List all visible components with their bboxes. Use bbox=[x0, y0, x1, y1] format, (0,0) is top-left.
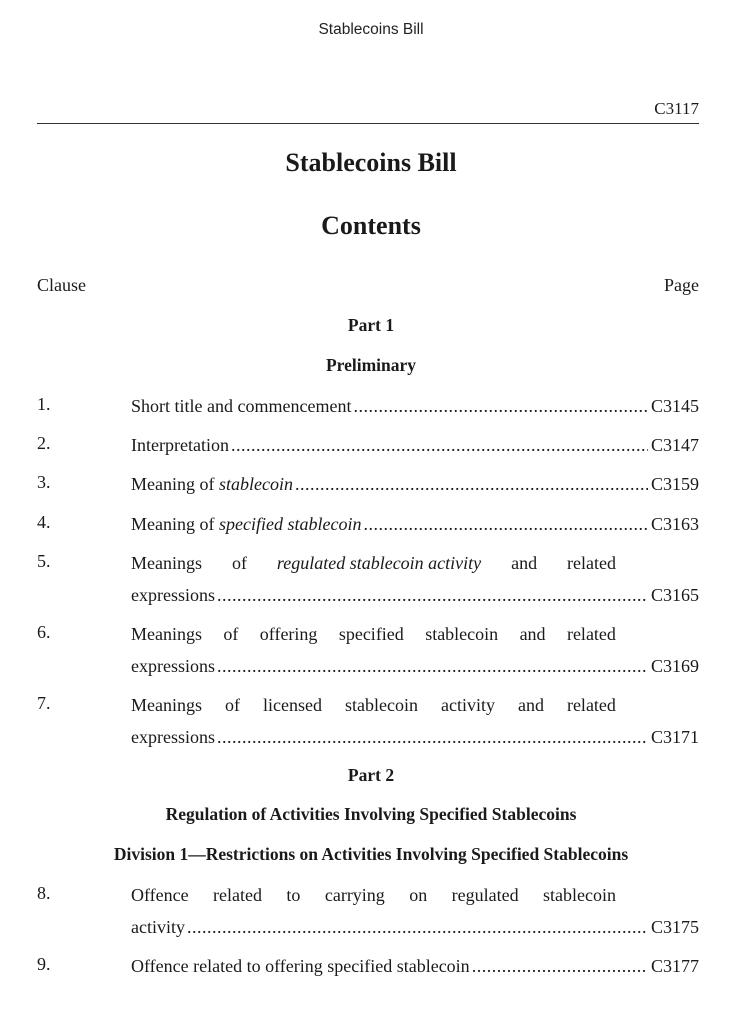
entry-title: Meanings of offering specified stablecoin and related bbox=[131, 624, 616, 644]
dot-leader bbox=[293, 472, 648, 496]
toc-entry[interactable] bbox=[131, 472, 699, 504]
entry-title: Meaning of specified stablecoin bbox=[131, 514, 362, 534]
entry-title: Offence related to offering specified stablecoin bbox=[131, 956, 470, 976]
clause-number: 4. bbox=[37, 512, 51, 532]
entry-page: C3177 bbox=[650, 956, 699, 976]
entry-page: C3165 bbox=[650, 585, 699, 605]
entry-title-continued: activity bbox=[131, 917, 185, 937]
entry-page: C3163 bbox=[650, 514, 699, 534]
page-column-heading: Page bbox=[664, 275, 699, 295]
clause-column-heading: Clause bbox=[37, 275, 86, 295]
dot-leader bbox=[215, 583, 648, 607]
dot-leader bbox=[351, 394, 648, 418]
clause-number: 7. bbox=[37, 693, 51, 713]
clause-number: 1. bbox=[37, 394, 51, 414]
clause-number: 9. bbox=[37, 954, 51, 974]
part-1-title: Preliminary bbox=[325, 355, 417, 375]
division-1-title: Division 1—Restrictions on Activities Involving Specified Stablecoins bbox=[113, 844, 629, 864]
entry-page: C3145 bbox=[650, 396, 699, 416]
page-number: C3117 bbox=[654, 99, 699, 118]
entry-page: C3175 bbox=[650, 917, 699, 937]
entry-page: C3147 bbox=[650, 435, 699, 455]
clause-number: 5. bbox=[37, 551, 51, 571]
clause-number: 8. bbox=[37, 883, 51, 903]
toc-entry[interactable] bbox=[131, 954, 699, 986]
entry-title: Meanings of regulated stablecoin activity and related bbox=[131, 553, 616, 573]
dot-leader bbox=[215, 654, 648, 678]
toc-entry[interactable] bbox=[131, 551, 699, 615]
entry-title: Short title and commencement bbox=[131, 396, 352, 416]
clause-number: 2. bbox=[37, 433, 51, 453]
toc-entry[interactable] bbox=[131, 433, 699, 465]
toc-entry[interactable] bbox=[131, 394, 699, 426]
header-rule bbox=[37, 123, 699, 124]
clause-number: 6. bbox=[37, 622, 51, 642]
part-2-title: Regulation of Activities Involving Specified Stablecoins bbox=[165, 804, 577, 824]
entry-page: C3159 bbox=[650, 474, 699, 494]
entry-title-continued: expressions bbox=[131, 656, 215, 676]
toc-entry[interactable] bbox=[131, 883, 699, 947]
entry-title: Interpretation bbox=[131, 435, 229, 455]
entry-page: C3169 bbox=[650, 656, 699, 676]
part-2-label: Part 2 bbox=[347, 765, 395, 785]
entry-title: Meaning of stablecoin bbox=[131, 474, 293, 494]
dot-leader bbox=[361, 512, 648, 536]
running-header: Stablecoins Bill bbox=[318, 21, 424, 38]
toc-entry[interactable] bbox=[131, 622, 699, 686]
clause-number: 3. bbox=[37, 472, 51, 492]
dot-leader bbox=[215, 725, 648, 749]
entry-title: Offence related to carrying on regulated stablecoin bbox=[131, 885, 616, 905]
entry-page: C3171 bbox=[650, 727, 699, 747]
dot-leader bbox=[229, 433, 648, 457]
part-1-label: Part 1 bbox=[347, 315, 395, 335]
dot-leader bbox=[185, 915, 648, 939]
entry-title: Meanings of licensed stablecoin activity and related bbox=[131, 695, 616, 715]
document-title: Stablecoins Bill bbox=[285, 148, 457, 177]
entry-title-continued: expressions bbox=[131, 585, 215, 605]
entry-title-continued: expressions bbox=[131, 727, 215, 747]
dot-leader bbox=[470, 954, 648, 978]
contents-heading: Contents bbox=[321, 211, 421, 240]
toc-entry[interactable] bbox=[131, 693, 699, 757]
toc-entry[interactable] bbox=[131, 512, 699, 544]
